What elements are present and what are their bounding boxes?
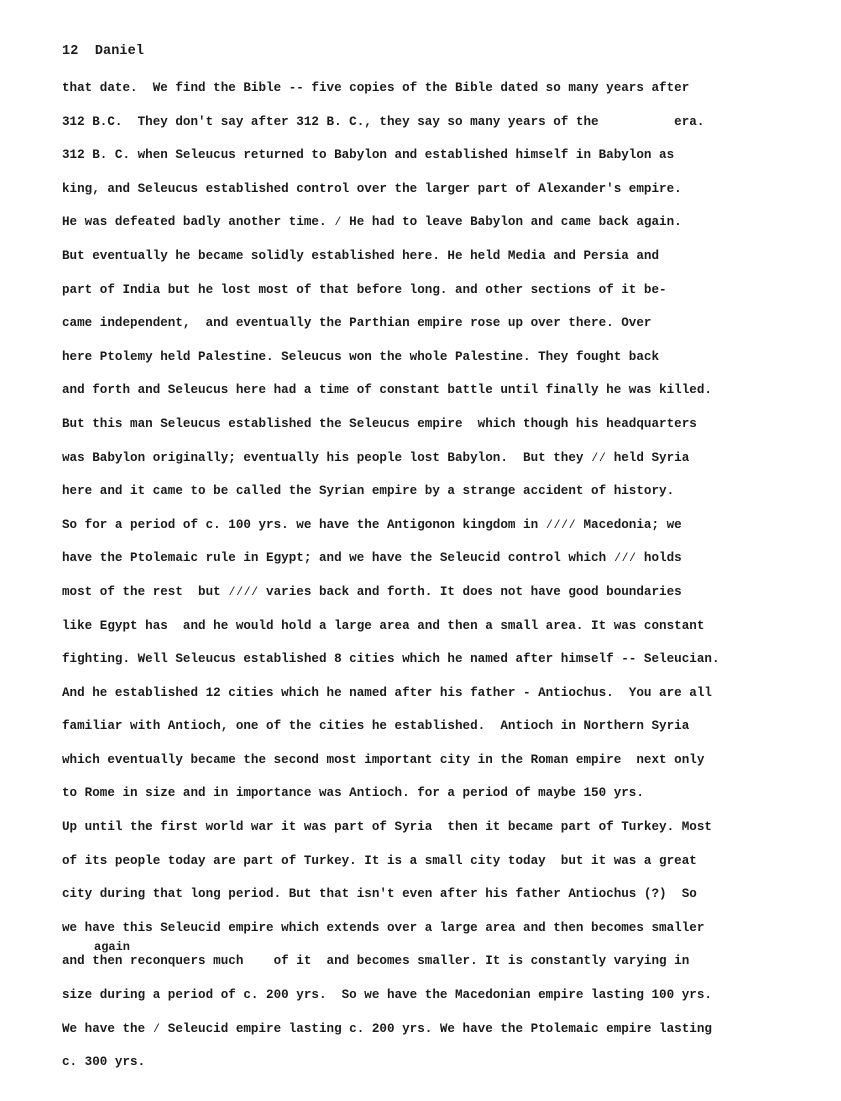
text-line: have the Ptolemaic rule in Egypt; and we have the Seleucid control which ⁄⁄⁄ holds	[62, 551, 682, 566]
text-line: fighting. Well Seleucus established 8 cities which he named after himself -- Seleucian.	[62, 652, 720, 667]
text-line: 312 B. C. when Seleucus returned to Babylon and established himself in Babylon as	[62, 148, 675, 163]
text-line: and forth and Seleucus here had a time of constant battle until finally he was killed.	[62, 383, 712, 398]
transcript-body	[62, 78, 822, 1086]
text-line: So for a period of c. 100 yrs. we have the Antigonon kingdom in ⁄⁄⁄⁄ Macedonia; we	[62, 517, 682, 532]
text-line: to Rome in size and in importance was Antioch. for a period of maybe 150 yrs.	[62, 786, 644, 801]
text-line: which eventually became the second most important city in the Roman empire next only	[62, 752, 705, 767]
text-line: of its people today are part of Turkey. It is a small city today but it was a great	[62, 853, 697, 868]
text-line: But eventually he became solidly established here. He held Media and Persia and	[62, 248, 660, 263]
text-line: and then reconquers much of it and becomes smaller. It is constantly varying in again	[62, 951, 822, 985]
text-line: like Egypt has and he would hold a large area and then a small area. It was constant	[62, 618, 705, 633]
text-line: we have this Seleucid empire which extends over a large area and then becomes smaller	[62, 920, 705, 935]
page-title: Daniel	[94, 44, 145, 59]
text-line: city during that long period. But that isn't even after his father Antiochus (?) So	[62, 887, 697, 902]
text-line: king, and Seleucus established control over the larger part of Alexander's empire.	[62, 181, 682, 196]
text-line: was Babylon originally; eventually his people lost Babylon. But they ⁄⁄ held Syria	[62, 450, 690, 465]
text-line: that date. We find the Bible -- five copies of the Bible dated so many years after	[62, 81, 690, 95]
text-line: And he established 12 cities which he named after his father - Antiochus. You are all	[62, 685, 712, 700]
text-line: here Ptolemy held Palestine. Seleucus won the whole Palestine. They fought back	[62, 349, 660, 364]
text-line: came independent, and eventually the Parthian empire rose up over there. Over	[62, 316, 652, 331]
text-line: Up until the first world war it was part of Syria then it became part of Turkey. Most	[62, 820, 712, 835]
text-line: But this man Seleucus established the Seleucus empire which though his headquarters	[62, 416, 697, 431]
text-line: We have the ⁄ Seleucid empire lasting c. 200 yrs. We have the Ptolemaic empire lasting	[62, 1021, 712, 1036]
text-line: size during a period of c. 200 yrs. So we have the Macedonian empire lasting 100 yrs.	[62, 988, 712, 1003]
interlinear-insertion: again	[94, 940, 131, 955]
text-line: He was defeated badly another time. ⁄ He had to leave Babylon and came back again.	[62, 215, 682, 230]
text-line: familiar with Antioch, one of the cities he established. Antioch in Northern Syria	[62, 719, 690, 734]
page-number: 12	[62, 44, 79, 59]
text-line: c. 300 yrs.	[62, 1055, 146, 1070]
page-header	[62, 44, 144, 59]
text-line: 312 B.C. They don't say after 312 B. C., they say so many years of the era.	[62, 114, 705, 129]
text-line: here and it came to be called the Syrian empire by a strange accident of history.	[62, 484, 675, 499]
text-line: part of India but he lost most of that before long. and other sections of it be-	[62, 282, 667, 297]
text-line: most of the rest but ⁄⁄⁄⁄ varies back and forth. It does not have good boundaries	[62, 584, 682, 599]
